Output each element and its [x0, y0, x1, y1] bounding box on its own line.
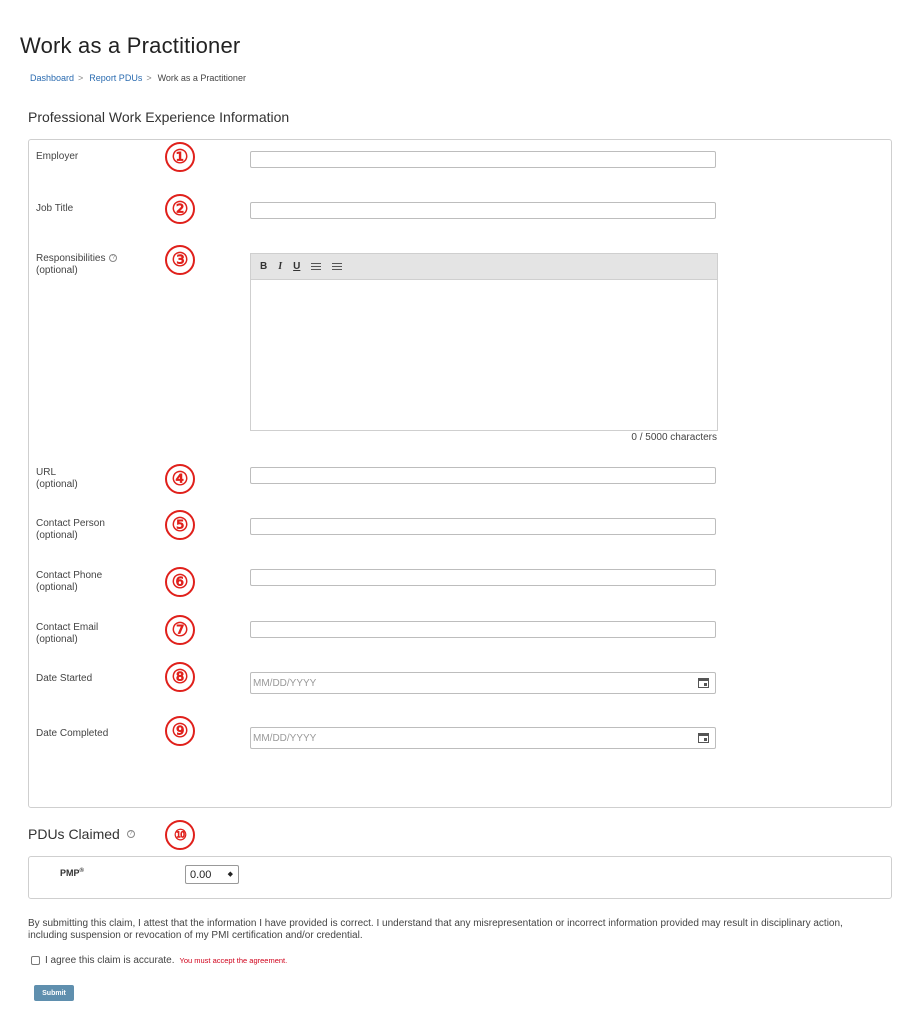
optional-hint: (optional) [36, 265, 78, 276]
pdus-claimed-title-text: PDUs Claimed [28, 826, 120, 842]
date-started-placeholder: MM/DD/YYYY [253, 677, 317, 689]
contact-email-input[interactable] [250, 621, 716, 638]
callout-badge-9: ⑨ [165, 716, 195, 746]
url-label-text: URL [36, 467, 57, 478]
underline-button[interactable]: U [293, 261, 301, 272]
editor-toolbar [251, 254, 717, 280]
calendar-icon[interactable] [698, 733, 709, 743]
callout-badge-8: ⑧ [165, 662, 195, 692]
contact-email-label [36, 622, 98, 646]
callout-badge-4: ④ [165, 464, 195, 494]
callout-badge-7: ⑦ [165, 615, 195, 645]
agreement-row [31, 955, 287, 966]
editor-content-area[interactable] [251, 280, 717, 430]
contact-person-label [36, 518, 105, 542]
optional-hint: (optional) [36, 479, 78, 490]
pmp-label [60, 868, 84, 878]
job-title-input[interactable] [250, 202, 716, 219]
registered-mark: ® [79, 868, 84, 874]
submit-button[interactable]: Submit [34, 985, 74, 1001]
employer-input[interactable] [250, 151, 716, 168]
numbered-list-icon[interactable] [332, 262, 342, 271]
bulleted-list-icon[interactable] [311, 262, 321, 271]
character-count: 0 / 5000 characters [631, 432, 717, 443]
pdus-panel [28, 856, 892, 899]
attestation-text: By submitting this claim, I attest that the information I have provided is correct. I understand that any misrepresentation or incorrect information provided may result in disciplinary action, including suspension or revocation of my PMI certification and/or credential. [28, 918, 843, 941]
pmp-pdu-value: 0.00 [190, 868, 212, 881]
breadcrumb-current: Work as a Practitioner [157, 73, 246, 83]
job-title-label: Job Title [36, 203, 74, 214]
info-icon[interactable]: ? [109, 254, 117, 262]
url-label [36, 467, 78, 491]
callout-badge-1: ① [165, 142, 195, 172]
breadcrumb [30, 73, 246, 83]
contact-email-label-text: Contact Email [36, 622, 99, 633]
contact-phone-label-text: Contact Phone [36, 570, 103, 581]
optional-hint: (optional) [36, 634, 78, 645]
date-completed-input[interactable] [250, 727, 716, 749]
callout-badge-2: ② [165, 194, 195, 224]
pdus-claimed-title [28, 826, 135, 842]
page-title: Work as a Practitioner [20, 33, 241, 58]
date-started-label: Date Started [36, 673, 93, 684]
optional-hint: (optional) [36, 582, 78, 593]
responsibilities-label-text: Responsibilities [36, 253, 106, 264]
contact-person-label-text: Contact Person [36, 518, 105, 529]
callout-badge-5: ⑤ [165, 510, 195, 540]
pmp-label-text: PMP [60, 868, 80, 878]
stepper-arrows-icon[interactable]: ◆ [227, 870, 233, 878]
responsibilities-editor[interactable] [250, 253, 718, 431]
url-input[interactable] [250, 467, 716, 484]
agreement-error: You must accept the agreement. [179, 956, 288, 965]
bold-button[interactable]: B [260, 261, 268, 272]
callout-badge-6: ⑥ [165, 567, 195, 597]
breadcrumb-separator: > [146, 73, 152, 83]
calendar-icon[interactable] [698, 678, 709, 688]
callout-badge-10: ⑩ [165, 820, 195, 850]
section-title: Professional Work Experience Information [28, 109, 290, 125]
callout-badge-3: ③ [165, 245, 195, 275]
optional-hint: (optional) [36, 530, 78, 541]
agree-checkbox[interactable] [31, 956, 40, 965]
breadcrumb-dashboard-link[interactable]: Dashboard [30, 73, 75, 83]
date-started-input[interactable] [250, 672, 716, 694]
contact-person-input[interactable] [250, 518, 716, 535]
agree-label[interactable]: I agree this claim is accurate. [45, 955, 175, 966]
responsibilities-label [36, 253, 117, 277]
contact-phone-label [36, 570, 102, 594]
employer-label: Employer [36, 151, 79, 162]
info-icon[interactable]: ? [127, 830, 135, 838]
pmp-pdu-stepper[interactable] [185, 865, 239, 884]
breadcrumb-report-pdus-link[interactable]: Report PDUs [89, 73, 143, 83]
italic-button[interactable]: I [278, 261, 283, 272]
date-completed-label: Date Completed [36, 728, 109, 739]
contact-phone-input[interactable] [250, 569, 716, 586]
breadcrumb-separator: > [78, 73, 84, 83]
date-completed-placeholder: MM/DD/YYYY [253, 732, 317, 744]
